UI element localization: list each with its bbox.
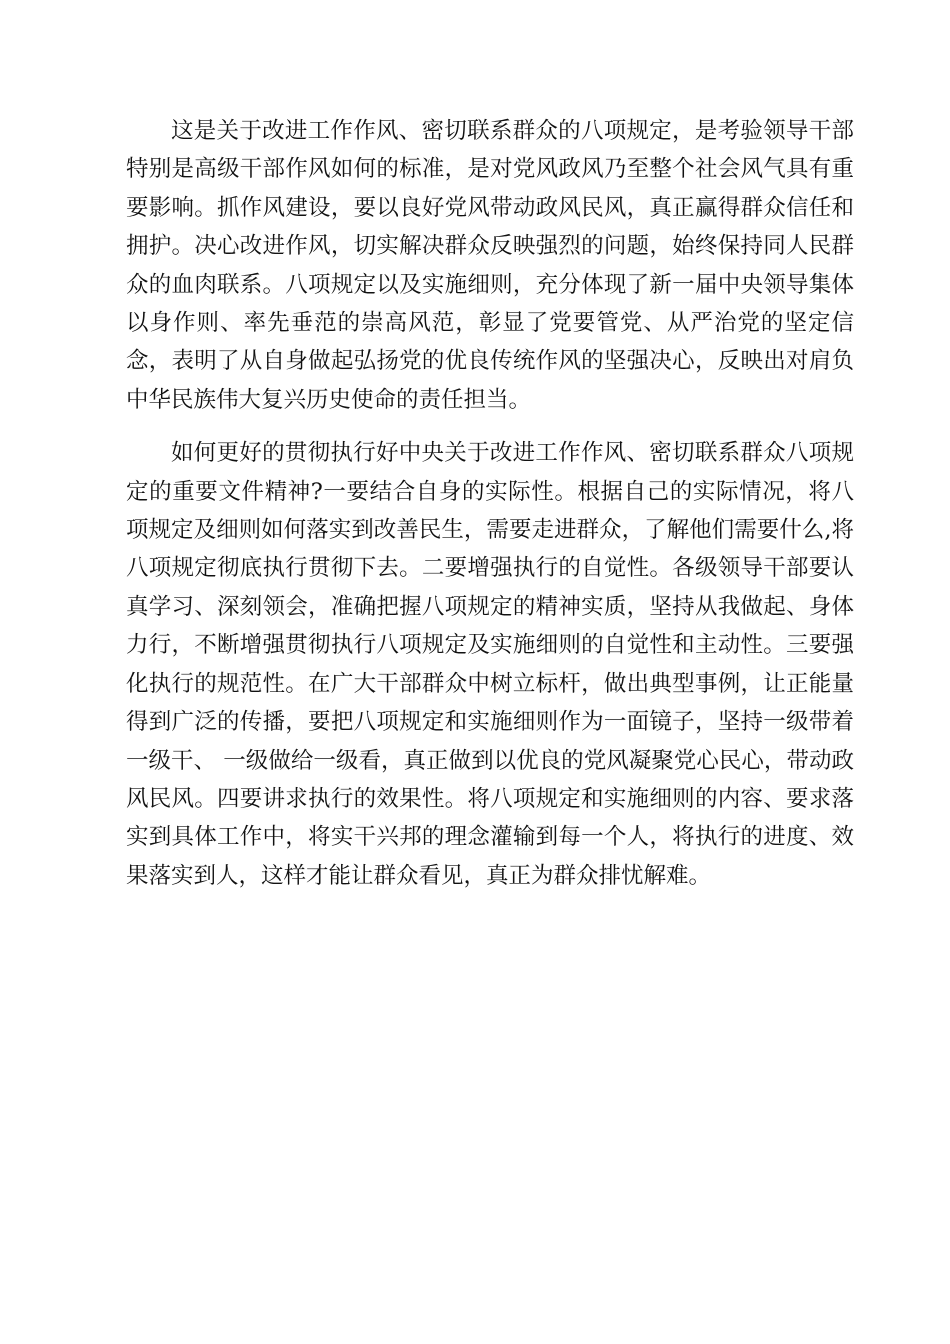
paragraph-2: 如何更好的贯彻执行好中央关于改进工作作风、密切联系群众八项规定的重要文件精神?一要结合自身的实际性。根据自己的实际情况，将八项规定及细则如何落实到改善民生，需要走进群众，了解他们需要什么,将八项规定彻底执行贯彻下去。二要增强执行的自觉性。各级领导干部要认真学习、深刻领会，准确把握八项规定的精神实质，坚持从我做起、身体力行，不断增强贯彻执行八项规定及实施细则的自觉性和主动性。三要强化执行的规范性。在广大干部群众中树立标杆，做出典型事例，让正能量得到广泛的传播，要把八项规定和实施细则作为一面镜子，坚持一级带着一级干、 一级做给一级看，真正做到以优良的党风凝聚党心民心，带动政风民风。四要讲求执行的效果性。将八项规定和实施细则的内容、要求落实到具体工作中，将实干兴邦的理念灌输到每一个人，将执行的进度、效果落实到人，这样才能让群众看见，真正为群众排忧解难。 (126, 440, 854, 889)
paragraph-1: 这是关于改进工作作风、密切联系群众的八项规定，是考验领导干部特别是高级干部作风如何的标准，是对党风政风乃至整个社会风气具有重要影响。抓作风建设，要以良好党风带动政风民风，真正赢得群众信任和拥护。决心改进作风，切实解决群众反映强烈的问题，始终保持同人民群众的血肉联系。八项规定以及实施细则，充分体现了新一届中央领导集体以身作则、率先垂范的崇高风范，彰显了党要管党、从严治党的坚定信念，表明了从自身做起弘扬党的优良传统作风的坚强决心，反映出对肩负中华民族伟大复兴历史使命的责任担当。 (126, 118, 854, 413)
document-body (126, 112, 854, 895)
